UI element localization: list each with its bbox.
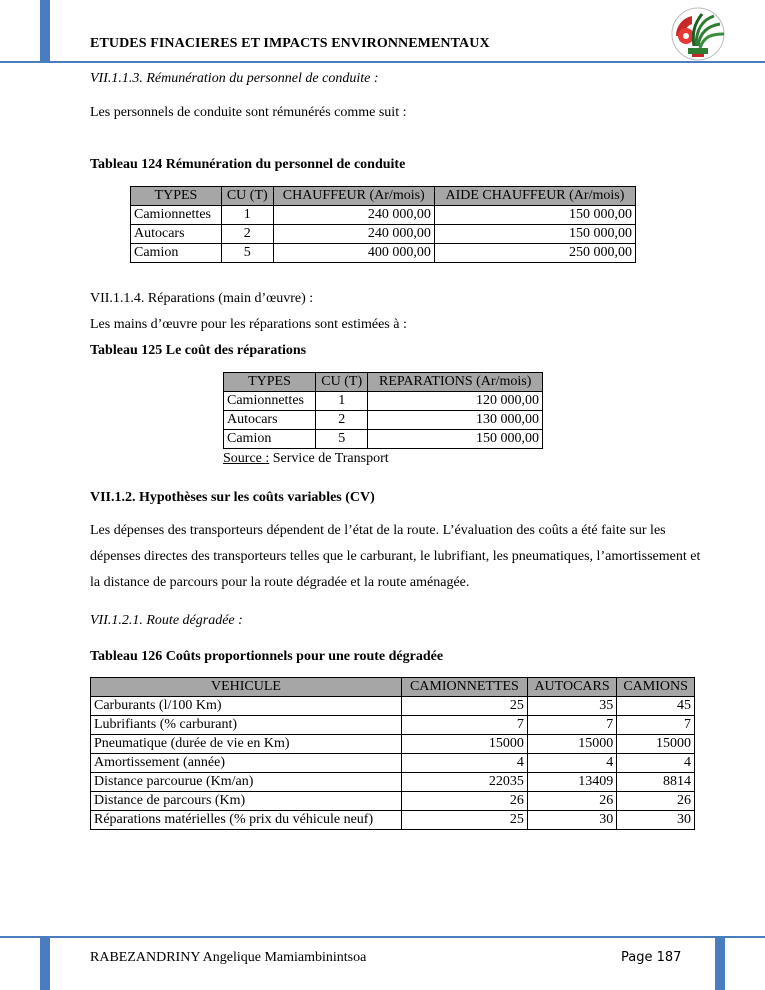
table-row bbox=[91, 773, 695, 792]
table-cell: 150 000,00 bbox=[434, 225, 635, 244]
table-header-row bbox=[224, 373, 543, 392]
table-cell: 15000 bbox=[527, 735, 616, 754]
section-112-heading: VII.1.2. Hypothèses sur les coûts variables (CV) bbox=[90, 490, 375, 505]
section-1113-heading: VII.1.1.3. Rémunération du personnel de conduite : bbox=[90, 71, 379, 86]
table-cell: 26 bbox=[527, 792, 616, 811]
table-126-caption: Tableau 126 Coûts proportionnels pour une route dégradée bbox=[90, 649, 444, 664]
table-125-caption: Tableau 125 Le coût des réparations bbox=[90, 343, 307, 358]
footer-rule bbox=[0, 936, 765, 938]
table-cell: 25 bbox=[401, 697, 527, 716]
table-cell: 4 bbox=[401, 754, 527, 773]
table-cell: 15000 bbox=[617, 735, 695, 754]
column-header: VEHICULE bbox=[91, 678, 402, 697]
table-cell: Camion bbox=[224, 430, 316, 449]
table-cell: 13409 bbox=[527, 773, 616, 792]
table-cell: Carburants (l/100 Km) bbox=[91, 697, 402, 716]
table-header-row bbox=[131, 187, 636, 206]
table-124-caption: Tableau 124 Rémunération du personnel de conduite bbox=[90, 157, 406, 172]
table-cell: 7 bbox=[617, 716, 695, 735]
table-row bbox=[224, 411, 543, 430]
table-cell: 7 bbox=[527, 716, 616, 735]
table-cell: 1 bbox=[316, 392, 368, 411]
table-cell: 22035 bbox=[401, 773, 527, 792]
table-cell: 8814 bbox=[617, 773, 695, 792]
table-cell: Camionnettes bbox=[131, 206, 222, 225]
footer-author: RABEZANDRINY Angelique Mamiambinintsoa bbox=[90, 950, 367, 965]
header-left-bar bbox=[40, 0, 50, 62]
table-cell: 30 bbox=[527, 811, 616, 830]
table-cell: 26 bbox=[617, 792, 695, 811]
table-125-source bbox=[223, 451, 389, 467]
table-row bbox=[224, 430, 543, 449]
table-124 bbox=[130, 186, 636, 263]
table-cell: 2 bbox=[316, 411, 368, 430]
table-row bbox=[91, 754, 695, 773]
column-header: CU (T) bbox=[316, 373, 368, 392]
column-header: AIDE CHAUFFEUR (Ar/mois) bbox=[434, 187, 635, 206]
column-header: CAMIONNETTES bbox=[401, 678, 527, 697]
table-cell: 240 000,00 bbox=[273, 225, 434, 244]
table-cell: 45 bbox=[617, 697, 695, 716]
table-cell: Autocars bbox=[131, 225, 222, 244]
table-cell: Camion bbox=[131, 244, 222, 263]
table-cell: Réparations matérielles (% prix du véhicule neuf) bbox=[91, 811, 402, 830]
column-header: CHAUFFEUR (Ar/mois) bbox=[273, 187, 434, 206]
header-rule bbox=[0, 61, 765, 63]
table-cell: Distance parcourue (Km/an) bbox=[91, 773, 402, 792]
section-1114-heading: VII.1.1.4. Réparations (main d’œuvre) : bbox=[90, 291, 314, 306]
table-126 bbox=[90, 677, 695, 830]
table-cell: Amortissement (année) bbox=[91, 754, 402, 773]
section-112-paragraph: Les dépenses des transporteurs dépendent de l’état de la route. L’évaluation des coûts a été faite sur les dépenses directes des transporteurs telles que le carburant, le lubrifiant, les pneumatiques, l’amortissement et la distance de parcours pour la route dégradée et la route aménagée. bbox=[90, 523, 701, 590]
table-cell: Autocars bbox=[224, 411, 316, 430]
section-1113-intro: Les personnels de conduite sont rémunérés comme suit : bbox=[90, 105, 407, 120]
table-cell: Distance de parcours (Km) bbox=[91, 792, 402, 811]
table-row bbox=[91, 716, 695, 735]
section-1114-intro: Les mains d’œuvre pour les réparations sont estimées à : bbox=[90, 317, 407, 332]
source-label: Source : bbox=[223, 451, 270, 466]
table-cell: Lubrifiants (% carburant) bbox=[91, 716, 402, 735]
page-header-title: ETUDES FINACIERES ET IMPACTS ENVIRONNEMENTAUX bbox=[90, 36, 490, 51]
table-cell: 15000 bbox=[401, 735, 527, 754]
column-header: REPARATIONS (Ar/mois) bbox=[368, 373, 543, 392]
table-row bbox=[91, 792, 695, 811]
table-cell: 7 bbox=[401, 716, 527, 735]
table-cell: 400 000,00 bbox=[273, 244, 434, 263]
table-cell: 35 bbox=[527, 697, 616, 716]
table-cell: 250 000,00 bbox=[434, 244, 635, 263]
table-row bbox=[131, 244, 636, 263]
table-cell: 130 000,00 bbox=[368, 411, 543, 430]
page-number: Page 187 bbox=[621, 950, 682, 965]
footer-left-bar bbox=[40, 936, 50, 990]
table-cell: 25 bbox=[401, 811, 527, 830]
table-cell: Camionnettes bbox=[224, 392, 316, 411]
table-row bbox=[91, 697, 695, 716]
source-text: Service de Transport bbox=[269, 451, 389, 466]
table-cell: 2 bbox=[221, 225, 273, 244]
table-row bbox=[91, 735, 695, 754]
table-cell: 4 bbox=[617, 754, 695, 773]
table-cell: 30 bbox=[617, 811, 695, 830]
section-1121-heading: VII.1.2.1. Route dégradée : bbox=[90, 613, 243, 628]
university-logo-icon bbox=[662, 6, 734, 62]
column-header: TYPES bbox=[224, 373, 316, 392]
footer-right-bar bbox=[715, 936, 725, 990]
table-row bbox=[131, 225, 636, 244]
column-header: TYPES bbox=[131, 187, 222, 206]
table-cell: 26 bbox=[401, 792, 527, 811]
column-header: AUTOCARS bbox=[527, 678, 616, 697]
table-cell: 120 000,00 bbox=[368, 392, 543, 411]
column-header: CAMIONS bbox=[617, 678, 695, 697]
table-cell: 240 000,00 bbox=[273, 206, 434, 225]
table-cell: Pneumatique (durée de vie en Km) bbox=[91, 735, 402, 754]
table-cell: 150 000,00 bbox=[434, 206, 635, 225]
table-cell: 150 000,00 bbox=[368, 430, 543, 449]
table-row bbox=[131, 206, 636, 225]
table-cell: 5 bbox=[316, 430, 368, 449]
table-header-row bbox=[91, 678, 695, 697]
table-row bbox=[224, 392, 543, 411]
table-cell: 5 bbox=[221, 244, 273, 263]
table-cell: 1 bbox=[221, 206, 273, 225]
column-header: CU (T) bbox=[221, 187, 273, 206]
table-cell: 4 bbox=[527, 754, 616, 773]
table-row bbox=[91, 811, 695, 830]
table-125 bbox=[223, 372, 543, 449]
